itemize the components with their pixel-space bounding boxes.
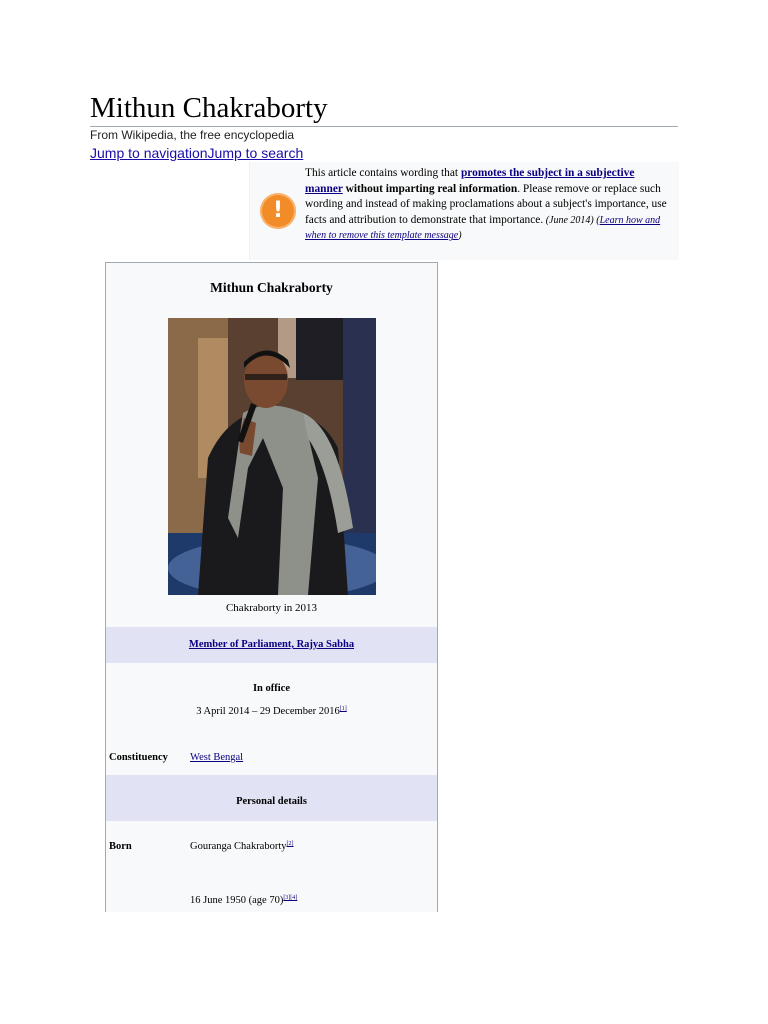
notice-bold-text: without imparting real information — [342, 182, 518, 195]
jump-links — [90, 145, 303, 161]
personal-details-header: Personal details — [106, 775, 437, 821]
term-row — [106, 706, 437, 717]
born-date — [190, 895, 297, 906]
photo-caption: Chakraborty in 2013 — [225, 602, 318, 614]
notice-paren-close: ) — [458, 230, 462, 242]
term-reference[interactable]: [1] — [339, 706, 347, 712]
notice-paren-open: ( — [593, 214, 600, 226]
office-header-link[interactable]: Member of Parliament, Rajya Sabha — [188, 639, 355, 650]
born-date-text: 16 June 1950 (age 70) — [190, 895, 284, 906]
office-header — [106, 627, 437, 663]
portrait-photo[interactable] — [168, 318, 376, 595]
page-title: Mithun Chakraborty — [90, 90, 678, 127]
notice-date: (June 2014) — [543, 214, 594, 226]
west-bengal-link[interactable]: West Bengal — [190, 752, 244, 763]
in-office-label: In office — [252, 683, 291, 694]
jump-to-search-link[interactable]: Jump to search — [207, 145, 304, 161]
term-dates: 3 April 2014 – 29 December 2016 — [196, 706, 340, 717]
constituency-value — [190, 752, 243, 763]
born-date-reference[interactable]: [3][4] — [283, 895, 298, 901]
promotes-subject-link[interactable]: promotes the subject in a subjective manner — [305, 167, 635, 195]
born-name-text: Gouranga Chakraborty — [190, 841, 287, 852]
born-name-reference[interactable]: [2] — [286, 841, 294, 847]
page-fade-region — [0, 912, 768, 1024]
learn-how-link[interactable]: Learn how and when to remove this template message — [305, 214, 661, 242]
notice-box — [249, 162, 679, 260]
site-tagline: From Wikipedia, the free encyclopedia — [90, 128, 295, 142]
jump-to-navigation-link[interactable]: Jump to navigation — [90, 145, 208, 161]
notice-text-lead: This article contains wording that — [305, 167, 461, 179]
born-name — [190, 841, 294, 852]
infobox — [105, 262, 438, 964]
born-label: Born — [109, 841, 132, 852]
infobox-name: Mithun Chakraborty — [210, 280, 333, 295]
constituency-label: Constituency — [109, 752, 168, 763]
notice-text-body: . Please remove or replace such wording and instead of making proclamations about a subject's importance, use facts and attribution to demonstrate that importance. — [305, 182, 667, 226]
warning-icon: ! — [260, 193, 296, 229]
notice-text — [305, 166, 671, 244]
